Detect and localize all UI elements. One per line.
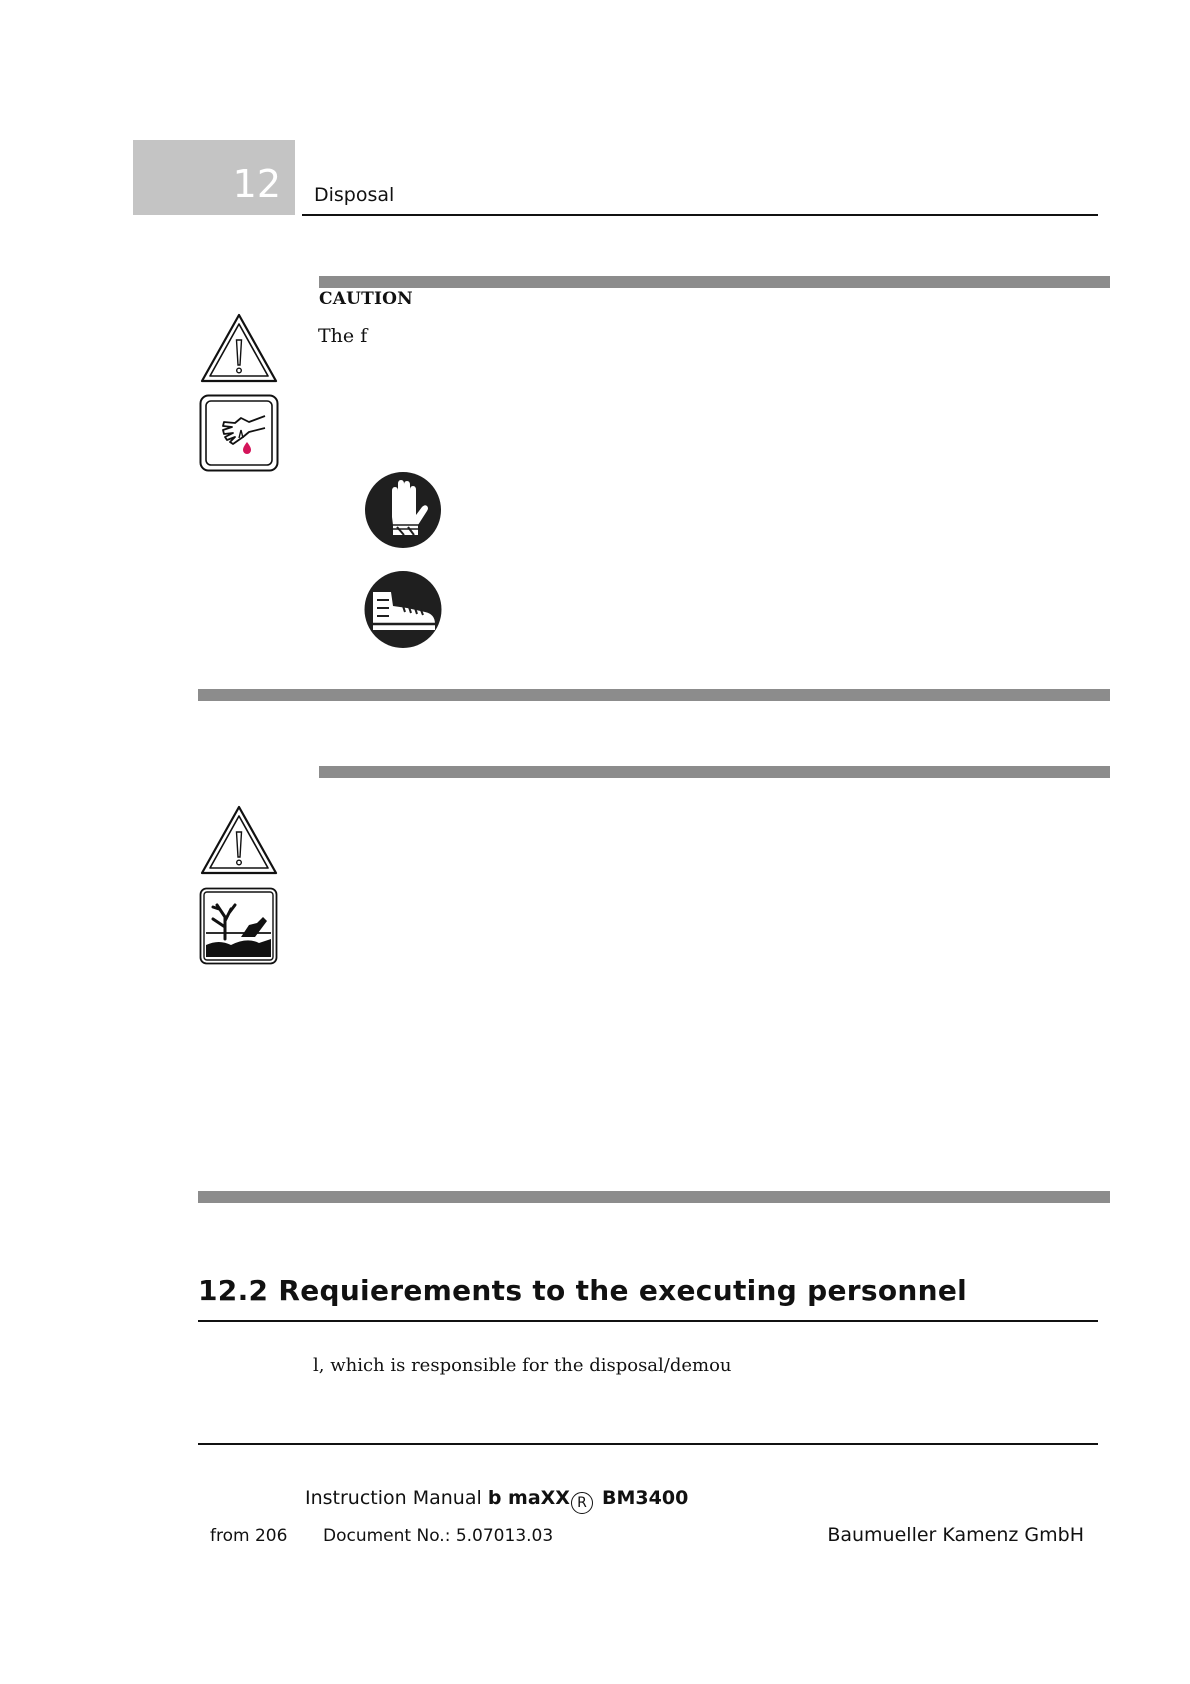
footer-manual-title (305, 1487, 688, 1514)
chapter-title: Disposal (314, 184, 395, 206)
manual-name: b maXX (487, 1487, 570, 1509)
protective-gloves-icon (364, 471, 442, 549)
document-number: Document No.: 5.07013.03 (323, 1526, 554, 1546)
section-text: l, which is responsible for the disposal/demou (313, 1355, 732, 1376)
caution-top-bar (319, 276, 1110, 288)
warning-triangle-icon (199, 804, 279, 876)
hand-injury-icon (199, 394, 279, 472)
section-heading: 12.2 Requierements to the executing personnel (198, 1274, 968, 1307)
footer-rule (198, 1443, 1098, 1445)
caution-bottom-bar (198, 689, 1110, 701)
manual-model: BM3400 (602, 1487, 689, 1509)
environment-top-bar (319, 766, 1110, 778)
company-name: Baumueller Kamenz GmbH (827, 1524, 1084, 1546)
section-rule (198, 1320, 1098, 1322)
caution-title: CAUTION (319, 289, 413, 309)
manual-prefix: Instruction Manual (305, 1487, 482, 1509)
warning-triangle-icon (199, 312, 279, 384)
chapter-number: 12 (232, 162, 281, 206)
page-info: from 206 (210, 1526, 288, 1546)
registered-mark: R (571, 1492, 593, 1514)
header-rule (302, 214, 1098, 216)
caution-text: The f (318, 325, 368, 347)
safety-shoes-icon (363, 570, 443, 649)
environment-hazard-icon (199, 887, 278, 965)
environment-bottom-bar (198, 1191, 1110, 1203)
